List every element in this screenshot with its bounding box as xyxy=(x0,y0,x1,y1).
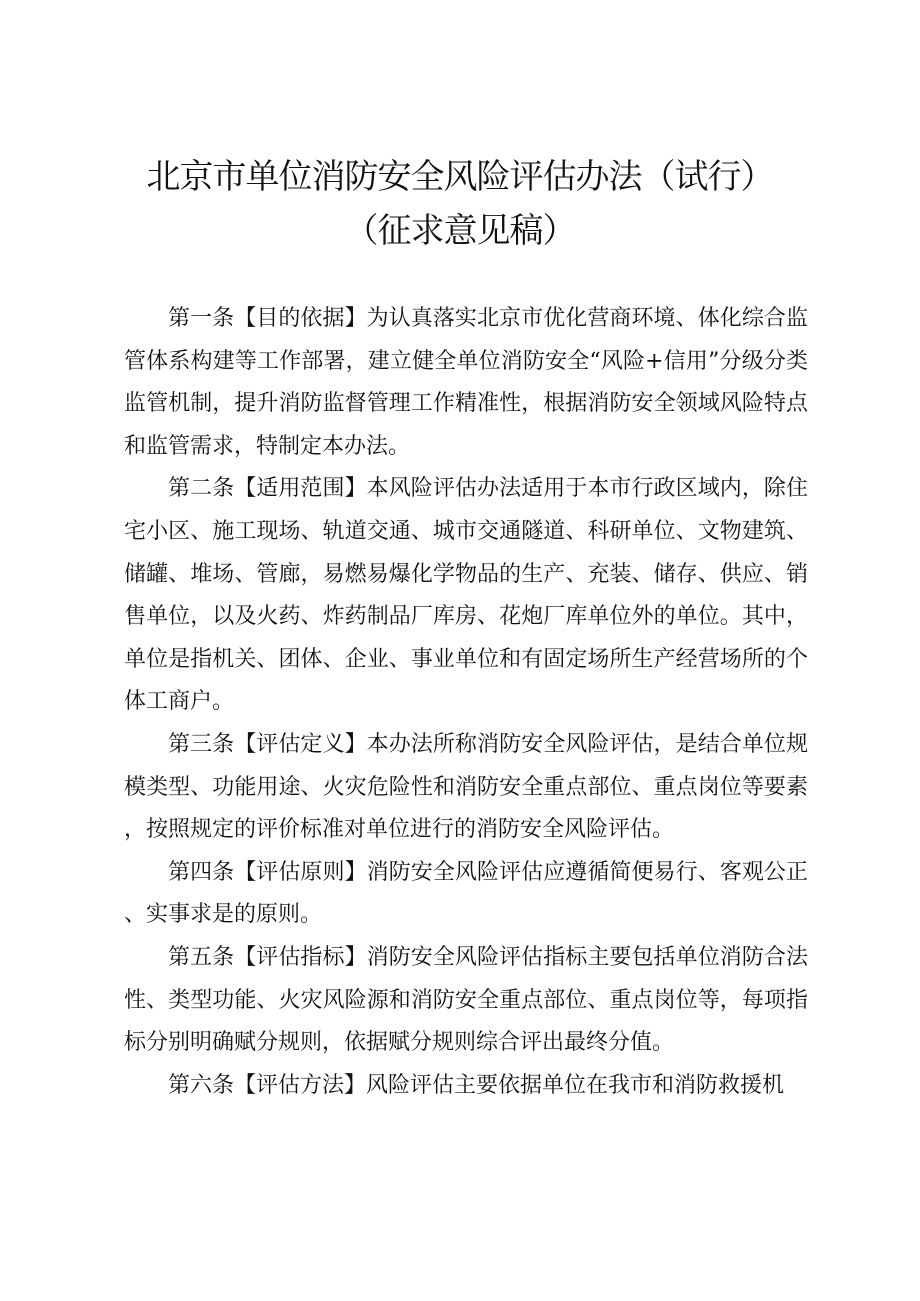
article-1 xyxy=(124,298,808,468)
article-6-text: 风险评估主要依据单位在我市和消防救援机 xyxy=(366,1072,785,1098)
title-line-main: 北京市单位消防安全风险评估办法（试行） xyxy=(146,157,774,197)
article-3-text: 本办法所称消防安全风险评估，是结合单位规模类型、功能用途、火灾危险性和消防安全重点部位、重点岗位等要素，按照规定的评价标准对单位进行的消防安全风险评估。 xyxy=(124,731,808,843)
article-2-label: 第二条【适用范围】 xyxy=(168,476,367,502)
article-4-text: 消防安全风险评估应遵循简便易行、客观公正、实事求是的原则。 xyxy=(124,859,808,928)
article-4-label: 第四条【评估原则】 xyxy=(168,859,367,885)
title-line-draft-note: （征求意见稿） xyxy=(344,211,576,251)
article-1-label: 第一条【目的依据】 xyxy=(168,306,367,331)
article-5-text: 消防安全风险评估指标主要包括单位消防合法性、类型功能、火灾风险源和消防安全重点部位、重点岗位等，每项指标分别明确赋分规则，依据赋分规则综合评出最终分值。 xyxy=(124,944,808,1056)
article-5 xyxy=(124,937,808,1065)
article-5-label: 第五条【评估指标】 xyxy=(168,944,367,970)
article-3 xyxy=(124,724,808,852)
article-1-text: 为认真落实北京市优化营商环境、体化综合监管体系构建等工作部署，建立健全单位消防安全“风险+信用”分级分类监管机制，提升消防监督管理工作精准性，根据消防安全领域风险特点和监管需求，特制定本办法。 xyxy=(124,306,808,459)
document-title xyxy=(0,150,920,258)
article-6-label: 第六条【评估方法】 xyxy=(168,1072,367,1098)
article-4 xyxy=(124,852,808,937)
article-2-text: 本风险评估办法适用于本市行政区域内，除住宅小区、施工现场、轨道交通、城市交通隧道、科研单位、文物建筑、储罐、堆场、管廊，易燃易爆化学物品的生产、充装、储存、供应、销售单位，以及火药、炸药制品厂库房、花炮厂库单位外的单位。其中，单位是指机关、团体、企业、事业单位和有固定场所生产经营场所的个体工商户。 xyxy=(124,476,808,715)
article-3-label: 第三条【评估定义】 xyxy=(168,731,367,757)
article-6 xyxy=(124,1065,808,1108)
article-2 xyxy=(124,468,808,724)
document-body xyxy=(124,298,808,1107)
